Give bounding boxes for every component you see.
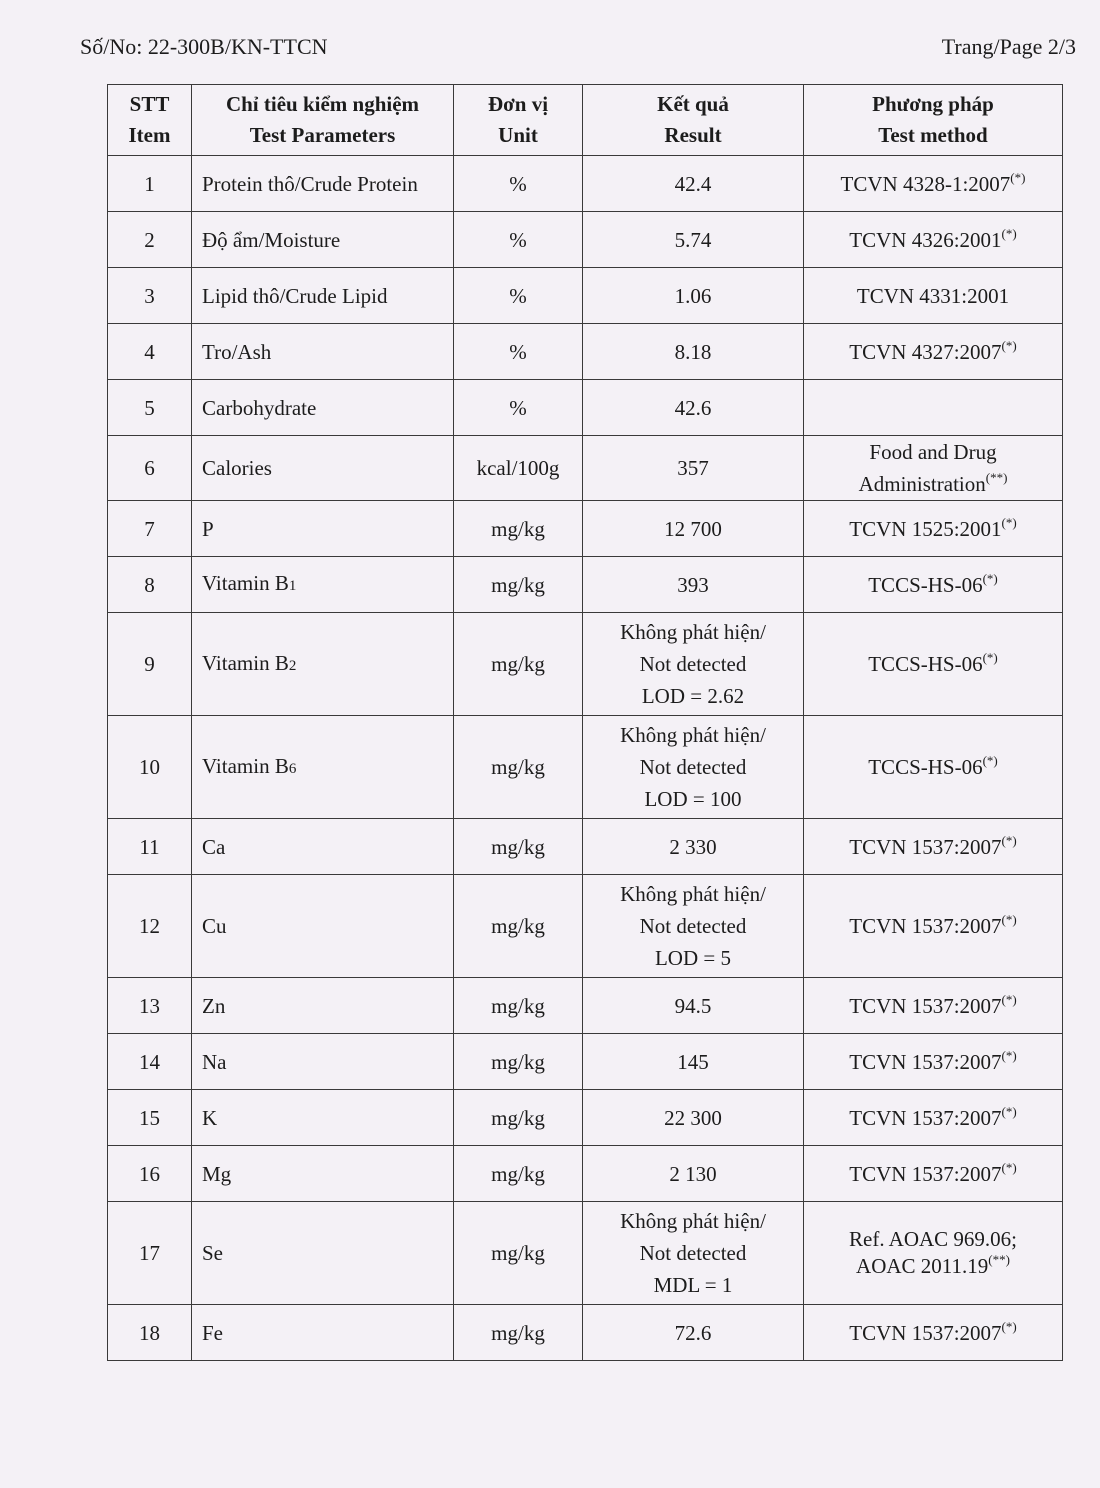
table-row xyxy=(108,156,1063,212)
cell-param: Protein thô/Crude Protein xyxy=(192,156,454,212)
cell-method: TCVN 1525:2001(*) xyxy=(804,501,1063,557)
table-row xyxy=(108,875,1063,978)
header-stt: STT Item xyxy=(108,85,192,156)
cell-unit: mg/kg xyxy=(454,1090,583,1146)
cell-method: TCCS-HS-06(*) xyxy=(804,557,1063,613)
cell-method: TCVN 4326:2001(*) xyxy=(804,212,1063,268)
document-number: Số/No: 22-300B/KN-TTCN xyxy=(80,34,328,59)
cell-method: TCVN 1537:2007(*) xyxy=(804,978,1063,1034)
cell-unit: mg/kg xyxy=(454,716,583,819)
cell-result: Không phát hiện/ Not detected MDL = 1 xyxy=(583,1202,804,1305)
cell-result: 42.6 xyxy=(583,380,804,436)
cell-param: Vitamin B6 xyxy=(192,716,454,819)
header-unit: Đơn vị Unit xyxy=(454,85,583,156)
cell-param: Mg xyxy=(192,1146,454,1202)
cell-unit: mg/kg xyxy=(454,501,583,557)
cell-param: Carbohydrate xyxy=(192,380,454,436)
cell-stt: 7 xyxy=(108,501,192,557)
header-method: Phương pháp Test method xyxy=(804,85,1063,156)
cell-unit: % xyxy=(454,268,583,324)
cell-method: TCCS-HS-06(*) xyxy=(804,716,1063,819)
header-param: Chỉ tiêu kiểm nghiệm Test Parameters xyxy=(192,85,454,156)
cell-method: TCVN 4327:2007(*) xyxy=(804,324,1063,380)
cell-unit: mg/kg xyxy=(454,978,583,1034)
table-row xyxy=(108,324,1063,380)
cell-stt: 1 xyxy=(108,156,192,212)
cell-method: TCVN 1537:2007(*) xyxy=(804,1090,1063,1146)
cell-unit: mg/kg xyxy=(454,557,583,613)
page-number: Trang/Page 2/3 xyxy=(941,34,1076,59)
cell-stt: 6 xyxy=(108,436,192,501)
cell-unit: % xyxy=(454,380,583,436)
cell-stt: 5 xyxy=(108,380,192,436)
cell-stt: 8 xyxy=(108,557,192,613)
cell-unit: kcal/100g xyxy=(454,436,583,501)
table-row xyxy=(108,436,1063,501)
cell-result: 2 130 xyxy=(583,1146,804,1202)
header-result: Kết quả Result xyxy=(583,85,804,156)
cell-param: P xyxy=(192,501,454,557)
cell-param: K xyxy=(192,1090,454,1146)
cell-result: Không phát hiện/ Not detected LOD = 100 xyxy=(583,716,804,819)
cell-stt: 12 xyxy=(108,875,192,978)
cell-method: TCVN 1537:2007(*) xyxy=(804,1146,1063,1202)
cell-result: Không phát hiện/ Not detected LOD = 2.62 xyxy=(583,613,804,716)
cell-param: Vitamin B1 xyxy=(192,557,454,613)
table-row xyxy=(108,613,1063,716)
cell-result: 5.74 xyxy=(583,212,804,268)
table-row xyxy=(108,1090,1063,1146)
table-row xyxy=(108,268,1063,324)
cell-result: 357 xyxy=(583,436,804,501)
cell-method: TCVN 4331:2001 xyxy=(804,268,1063,324)
table-row xyxy=(108,380,1063,436)
cell-unit: mg/kg xyxy=(454,1202,583,1305)
cell-stt: 17 xyxy=(108,1202,192,1305)
cell-method: TCVN 1537:2007(*) xyxy=(804,1305,1063,1361)
table-row xyxy=(108,978,1063,1034)
cell-param: Tro/Ash xyxy=(192,324,454,380)
table-row xyxy=(108,716,1063,819)
cell-unit: mg/kg xyxy=(454,1146,583,1202)
cell-param: Calories xyxy=(192,436,454,501)
cell-method: TCCS-HS-06(*) xyxy=(804,613,1063,716)
cell-method: Ref. AOAC 969.06; AOAC 2011.19(**) xyxy=(804,1202,1063,1305)
cell-unit: mg/kg xyxy=(454,1305,583,1361)
table-row xyxy=(108,1034,1063,1090)
cell-param: Na xyxy=(192,1034,454,1090)
cell-stt: 3 xyxy=(108,268,192,324)
table-row xyxy=(108,212,1063,268)
cell-result: 2 330 xyxy=(583,819,804,875)
cell-unit: mg/kg xyxy=(454,613,583,716)
cell-result: 1.06 xyxy=(583,268,804,324)
cell-param: Cu xyxy=(192,875,454,978)
cell-result: 22 300 xyxy=(583,1090,804,1146)
table-row xyxy=(108,1146,1063,1202)
cell-unit: % xyxy=(454,156,583,212)
cell-method: Food and Drug Administration(**) xyxy=(804,436,1063,501)
cell-param: Lipid thô/Crude Lipid xyxy=(192,268,454,324)
cell-param: Ca xyxy=(192,819,454,875)
cell-unit: mg/kg xyxy=(454,875,583,978)
cell-stt: 13 xyxy=(108,978,192,1034)
cell-param: Fe xyxy=(192,1305,454,1361)
cell-stt: 15 xyxy=(108,1090,192,1146)
cell-result: Không phát hiện/ Not detected LOD = 5 xyxy=(583,875,804,978)
results-table xyxy=(107,84,1063,1361)
cell-stt: 14 xyxy=(108,1034,192,1090)
cell-stt: 4 xyxy=(108,324,192,380)
cell-unit: mg/kg xyxy=(454,1034,583,1090)
cell-result: 145 xyxy=(583,1034,804,1090)
cell-stt: 16 xyxy=(108,1146,192,1202)
cell-method: TCVN 1537:2007(*) xyxy=(804,819,1063,875)
cell-method: TCVN 1537:2007(*) xyxy=(804,875,1063,978)
cell-param: Vitamin B2 xyxy=(192,613,454,716)
table-row xyxy=(108,557,1063,613)
table-row xyxy=(108,501,1063,557)
cell-unit: % xyxy=(454,212,583,268)
cell-param: Zn xyxy=(192,978,454,1034)
cell-method: TCVN 4328-1:2007(*) xyxy=(804,156,1063,212)
table-row xyxy=(108,1202,1063,1305)
table-header-row xyxy=(108,85,1063,156)
cell-stt: 2 xyxy=(108,212,192,268)
cell-method xyxy=(804,380,1063,436)
table-row xyxy=(108,1305,1063,1361)
cell-stt: 11 xyxy=(108,819,192,875)
cell-stt: 18 xyxy=(108,1305,192,1361)
cell-unit: mg/kg xyxy=(454,819,583,875)
cell-result: 72.6 xyxy=(583,1305,804,1361)
cell-result: 94.5 xyxy=(583,978,804,1034)
cell-unit: % xyxy=(454,324,583,380)
cell-method: TCVN 1537:2007(*) xyxy=(804,1034,1063,1090)
cell-stt: 10 xyxy=(108,716,192,819)
cell-param: Se xyxy=(192,1202,454,1305)
cell-stt: 9 xyxy=(108,613,192,716)
cell-result: 12 700 xyxy=(583,501,804,557)
cell-result: 42.4 xyxy=(583,156,804,212)
cell-result: 393 xyxy=(583,557,804,613)
cell-result: 8.18 xyxy=(583,324,804,380)
cell-param: Độ ẩm/Moisture xyxy=(192,212,454,268)
table-row xyxy=(108,819,1063,875)
